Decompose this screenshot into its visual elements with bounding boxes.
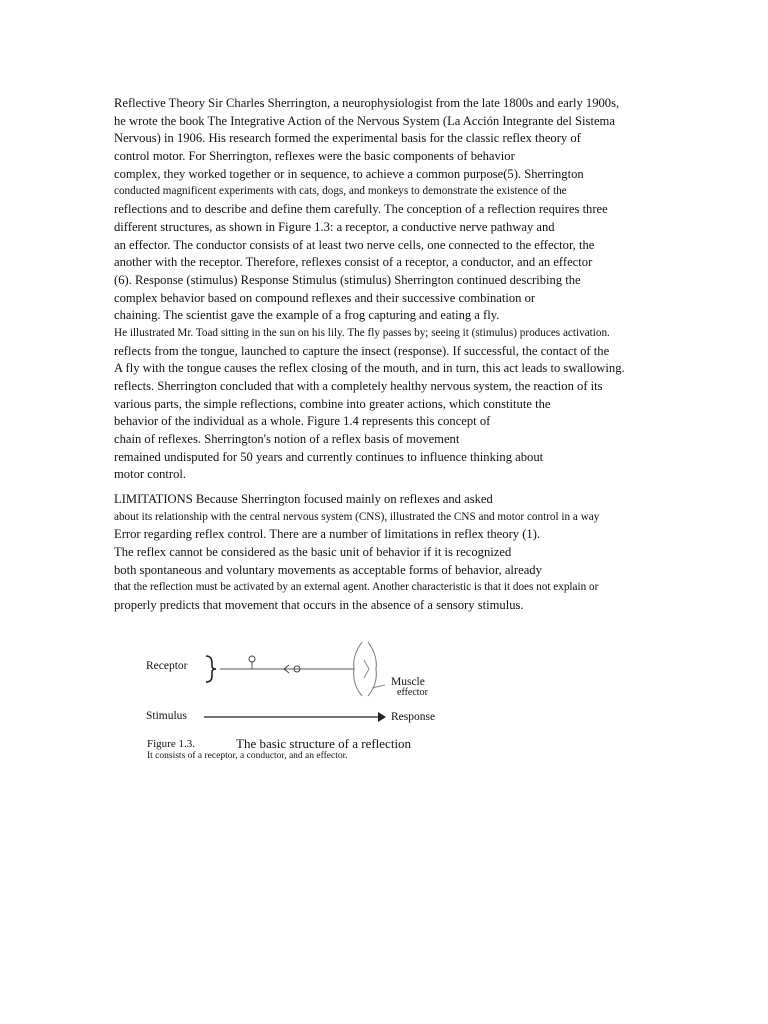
text-line: A fly with the tongue causes the reflex closing of the mouth, and in turn, this act leads to swallowing. <box>114 361 625 376</box>
figure-reflex-structure <box>140 638 480 768</box>
text-line: control motor. For Sherrington, reflexes were the basic components of behavior <box>114 149 515 164</box>
text-line: both spontaneous and voluntary movements as acceptable forms of behavior, already <box>114 562 542 577</box>
text-line: reflections and to describe and define them carefully. The conception of a reflection requires three <box>114 202 608 217</box>
response-label: Response <box>391 711 436 723</box>
text-line: The reflex cannot be considered as the basic unit of behavior if it is recognized <box>114 545 512 560</box>
text-line: (6). Response (stimulus) Response Stimulus (stimulus) Sherrington continued describing the <box>114 272 581 287</box>
reflex-diagram <box>140 638 480 738</box>
text-line: behavior of the individual as a whole. Figure 1.4 represents this concept of <box>114 414 491 429</box>
nerve-cell-body-icon <box>249 656 255 662</box>
text-line: chaining. The scientist gave the example of a frog capturing and eating a fly. <box>114 308 500 323</box>
text-line: reflects from the tongue, launched to capture the insect (response). If successful, the contact of the <box>114 343 610 358</box>
figure-title: The basic structure of a reflection <box>236 736 412 751</box>
receptor-brace-icon <box>206 656 216 682</box>
text-line: properly predicts that movement that occurs in the absence of a sensory stimulus. <box>114 598 524 613</box>
text-line: that the reflection must be activated by an external agent. Another characteristic is that it does not explain or <box>114 581 599 594</box>
text-line: complex behavior based on compound reflexes and their successive combination or <box>114 290 536 305</box>
figure-number: Figure 1.3. <box>147 738 195 750</box>
text-line: different structures, as shown in Figure 1.3: a receptor, a conductive nerve pathway and <box>114 219 555 234</box>
text-line: He illustrated Mr. Toad sitting in the sun on his lily. The fly passes by; seeing it (stimulus) produces activation. <box>114 326 610 339</box>
figure-caption: It consists of a receptor, a conductor, and an effector. <box>147 751 348 761</box>
effector-label: effector <box>397 687 428 698</box>
muscle-label: Muscle <box>391 676 425 688</box>
text-line: he wrote the book The Integrative Action of the Nervous System (La Acción Integrante del Sistema <box>114 113 615 128</box>
muscle-left-contour <box>354 642 362 696</box>
paragraph-limitations <box>114 491 714 615</box>
text-line: about its relationship with the central nervous system (CNS), illustrated the CNS and motor control in a way <box>114 510 600 523</box>
receptor-label: Receptor <box>146 660 188 672</box>
text-line: conducted magnificent experiments with cats, dogs, and monkeys to demonstrate the existence of the <box>114 185 567 198</box>
text-line: LIMITATIONS Because Sherrington focused mainly on reflexes and asked <box>114 492 493 506</box>
text-line: another with the receptor. Therefore, reflexes consist of a receptor, a conductor, and an effector <box>114 255 593 270</box>
text-line: Reflective Theory Sir Charles Sherrington, a neurophysiologist from the late 1800s and early 1900s, <box>114 96 620 110</box>
muscle-inner-contour <box>364 660 369 678</box>
text-line: an effector. The conductor consists of at least two nerve cells, one connected to the effector, the <box>114 237 595 252</box>
arrowhead-icon <box>378 712 386 722</box>
text-line: chain of reflexes. Sherrington's notion of a reflex basis of movement <box>114 432 460 447</box>
text-line: Nervous) in 1906. His research formed the experimental basis for the classic reflex theory of <box>114 131 581 146</box>
text-line: remained undisputed for 50 years and currently continues to influence thinking about <box>114 449 544 464</box>
text-line: complex, they worked together or in sequence, to achieve a common purpose(5). Sherrington <box>114 166 584 181</box>
text-line: reflects. Sherrington concluded that with a completely healthy nervous system, the reaction of its <box>114 379 603 393</box>
text-line: various parts, the simple reflections, combine into greater actions, which constitute the <box>114 396 551 411</box>
paragraph-reflex-theory <box>114 95 714 484</box>
text-line: motor control. <box>114 467 187 482</box>
text-line: Error regarding reflex control. There are a number of limitations in reflex theory (1). <box>114 527 541 542</box>
stimulus-label: Stimulus <box>146 710 187 722</box>
